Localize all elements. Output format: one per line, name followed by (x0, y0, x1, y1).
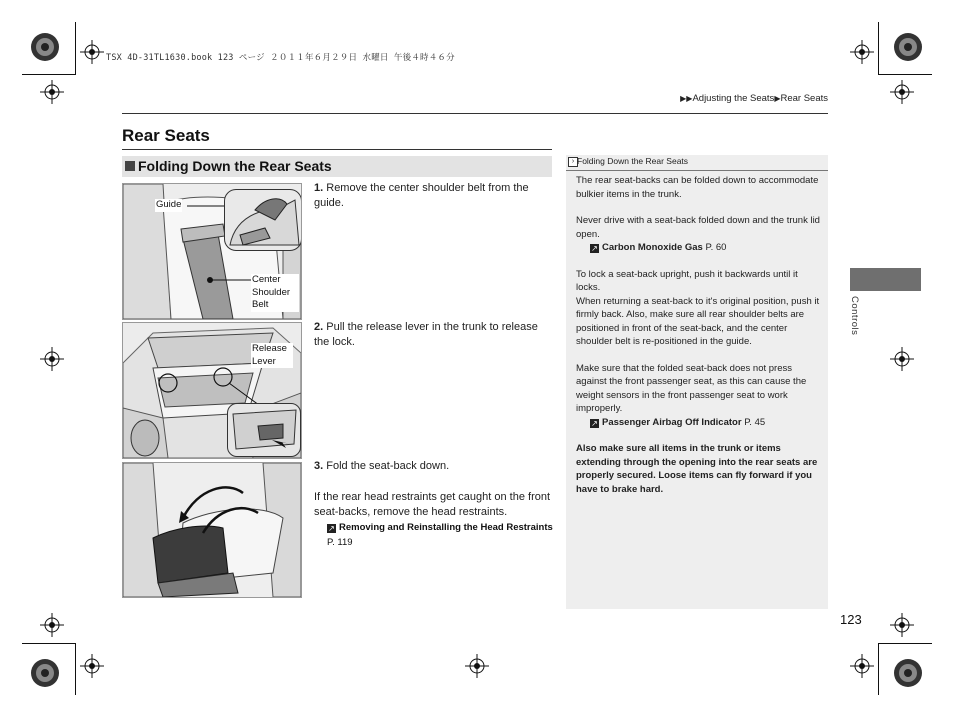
crosshair-mark-icon (850, 654, 874, 678)
figure-center-belt (122, 183, 302, 320)
crosshair-mark-icon (40, 613, 64, 637)
sidebar-header (566, 155, 828, 171)
sidebar-paragraph: The rear seat-backs can be folded down to accommodate bulkier items in the trunk. (576, 175, 819, 200)
figure-fold-seat (122, 462, 302, 598)
reference-page: P. 45 (744, 416, 766, 428)
crosshair-mark-icon (40, 80, 64, 104)
callout-center-shoulder-belt: Center Shoulder Belt (251, 274, 299, 312)
sidebar-reference-airbag[interactable] (590, 416, 821, 430)
callout-release-lever: Release Lever (251, 343, 293, 368)
step-2-text: Pull the release lever in the trunk to release the lock. (314, 321, 538, 348)
reference-arrow-icon: ↗ (591, 244, 598, 253)
sidebar-paragraph-warning: Also make sure all items in the trunk or items extending through the opening into the rear seats are properly secured. Loose items can fly forward if you have to brake hard. (576, 443, 818, 495)
registration-target-icon (28, 656, 62, 690)
crop-mark (75, 643, 76, 695)
breadcrumb-item-adjusting-seats[interactable]: Adjusting the Seats (692, 93, 775, 104)
sidebar-reference-carbon-monoxide[interactable] (590, 241, 821, 255)
step-2 (314, 320, 552, 350)
crop-mark (878, 74, 932, 75)
step-1 (314, 181, 552, 211)
reference-page: P. 60 (705, 242, 727, 253)
crosshair-mark-icon (80, 654, 104, 678)
breadcrumb (680, 93, 828, 104)
reference-link[interactable]: Carbon Monoxide Gas (602, 242, 703, 253)
sidebar-body (576, 174, 821, 509)
step-3-text: Fold the seat-back down. (326, 460, 450, 472)
reference-arrow-icon: ↗ (328, 524, 335, 533)
sidebar-paragraph: Never drive with a seat-back folded down and the trunk lid open. (576, 215, 820, 240)
title-rule (122, 149, 552, 150)
page-title: Rear Seats (122, 126, 210, 145)
sidebar-paragraph: When returning a seat-back to it's original position, push it firmly back. Also, make sure all rear shoulder belts are positioned in front of the seat-back, and the center shoulder belt is re-positioned in the guide. (576, 295, 820, 347)
header-rule (122, 113, 828, 114)
crosshair-mark-icon (890, 80, 914, 104)
breadcrumb-item-rear-seats[interactable]: Rear Seats (780, 93, 828, 104)
crosshair-mark-icon (890, 613, 914, 637)
step-3-reference[interactable] (327, 520, 559, 550)
crosshair-mark-icon (40, 347, 64, 371)
sidebar-heading: Folding Down the Rear Seats (577, 156, 689, 166)
chapter-tab-label: Controls (849, 296, 860, 336)
registration-target-icon (28, 30, 62, 64)
crosshair-mark-icon (890, 347, 914, 371)
reference-page: P. 119 (327, 537, 353, 548)
reference-link[interactable]: Removing and Reinstalling the Head Restraints (339, 522, 553, 533)
breadcrumb-arrow-icon: ▶▶ (680, 94, 693, 103)
crosshair-mark-icon (850, 40, 874, 64)
section-title: Folding Down the Rear Seats (138, 158, 332, 174)
print-header: TSX 4D-31TL1630.book 123 ページ ２０１１年６月２９日 水曜日 午後４時４６分 (106, 53, 455, 63)
guide-inset (224, 189, 302, 251)
sidebar-notes (566, 155, 828, 609)
step-3-note: If the rear head restraints get caught on the front seat-backs, remove the head restraints. (314, 491, 551, 518)
step-1-text: Remove the center shoulder belt from the guide. (314, 182, 529, 209)
crosshair-mark-icon (80, 40, 104, 64)
crop-mark (22, 74, 76, 75)
callout-guide: Guide (156, 199, 182, 210)
crop-mark (878, 643, 932, 644)
sidebar-paragraph: Make sure that the folded seat-back does not press against the front passenger seat, as this can cause the weight sensors in the front passenger seat to work improperly. (576, 362, 807, 414)
registration-target-icon (891, 30, 925, 64)
crop-mark (22, 643, 76, 644)
step-2-number: 2. (314, 321, 324, 333)
fold-seat-illustration (123, 463, 301, 597)
reference-arrow-icon: ↗ (591, 418, 598, 428)
step-1-number: 1. (314, 182, 324, 194)
crop-mark (878, 22, 879, 74)
registration-target-icon (891, 656, 925, 690)
section-header (122, 156, 552, 177)
crop-mark (878, 643, 879, 695)
reference-link[interactable]: Passenger Airbag Off Indicator (602, 416, 742, 428)
crosshair-mark-icon (465, 654, 489, 678)
crop-mark (75, 22, 76, 74)
page-number: 123 (840, 612, 862, 627)
breadcrumb-arrow-icon: ▶ (774, 94, 781, 103)
step-3 (314, 459, 552, 474)
sidebar-paragraph: To lock a seat-back upright, push it backwards until it locks. (576, 268, 798, 293)
sidebar-marker-icon: › (568, 157, 578, 167)
step-3-number: 3. (314, 460, 324, 472)
release-lever-inset (227, 403, 301, 457)
section-square-icon (125, 161, 135, 171)
figure-release-lever (122, 322, 302, 459)
chapter-tab[interactable] (850, 268, 921, 291)
